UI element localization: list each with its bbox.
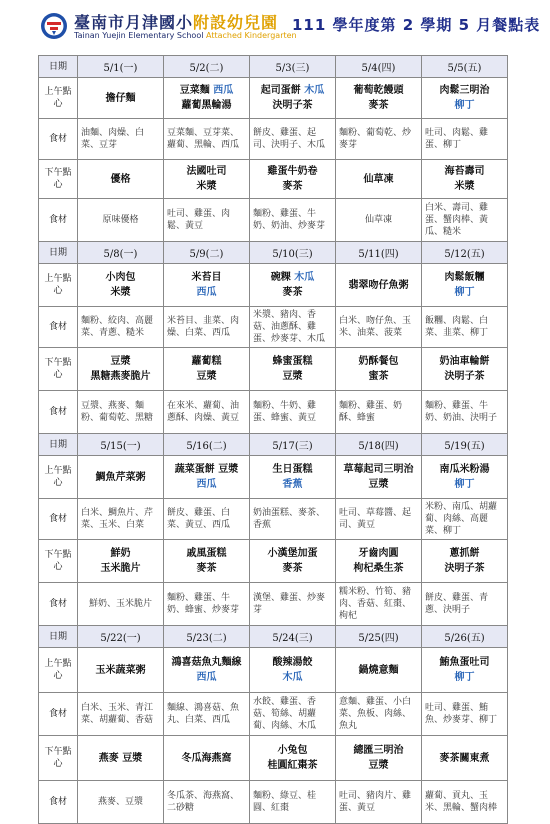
fruit-label: 西瓜: [196, 287, 217, 298]
pm-snack-row: [39, 540, 508, 583]
ingredients-cell: 麵粉、綠豆、桂圓、紅棗: [250, 781, 336, 824]
pm-snack-cell: [422, 160, 508, 199]
ingredients-cell: 油麵、肉燥、白菜、豆芽: [78, 119, 164, 160]
am-snack-cell: [422, 78, 508, 119]
meal-item-text: 翡翠吻仔魚粥: [348, 279, 409, 291]
fruit-line: [167, 670, 246, 685]
meal-item-text: 擔仔麵: [105, 92, 136, 104]
meal-name: [425, 546, 504, 561]
date-cell: 5/12(五): [422, 242, 508, 264]
ingredients-cell: 餅皮、雞蛋、起司、決明子、木瓜: [250, 119, 336, 160]
meal-name: [253, 164, 332, 179]
ingredients-cell: 餅皮、雞蛋、白菜、黃豆、西瓜: [164, 499, 250, 540]
ingredients-cell: 意麵、雞蛋、小白菜、魚板、肉絲、魚丸: [336, 693, 422, 736]
meal-name: [167, 561, 246, 576]
am-snack-cell: [250, 78, 336, 119]
meal-name: [425, 751, 504, 766]
am-snack-cell: [78, 264, 164, 307]
date-cell: 5/9(二): [164, 242, 250, 264]
meal-name: [339, 743, 418, 758]
meal-name: [167, 179, 246, 194]
meal-name: [253, 179, 332, 194]
date-cell: 5/25(四): [336, 626, 422, 648]
meal-item-text: 肉鬆三明治: [439, 85, 490, 96]
meal-item-text: 戚風蛋糕: [186, 548, 227, 559]
meal-item-text: 決明子茶: [444, 563, 485, 574]
fruit-label: 柳丁: [454, 100, 475, 111]
meal-name: [253, 285, 332, 300]
row-label-pm_snack: 下午點心: [39, 736, 78, 781]
am-snack-row: [39, 264, 508, 307]
meal-item-text: 蔬菜蛋餅 豆漿: [174, 464, 239, 475]
meal-name: [425, 179, 504, 194]
date-cell: 5/22(一): [78, 626, 164, 648]
pm-snack-cell: [336, 348, 422, 391]
fruit-label: 西瓜: [196, 479, 217, 490]
row-label-date: 日期: [39, 434, 78, 456]
ingredients-cell: 白米、吻仔魚、玉米、油菜、菠菜: [336, 307, 422, 348]
fruit-label: 柳丁: [454, 287, 475, 298]
meal-name: [339, 462, 418, 477]
meal-name: [339, 758, 418, 773]
am-ingredients-row: [39, 307, 508, 348]
meal-item-text: 奶酥餐包: [358, 356, 399, 367]
fruit-line: [253, 477, 332, 492]
meal-name: [253, 561, 332, 576]
row-label-ingredients: 食材: [39, 583, 78, 626]
am-snack-cell: [336, 648, 422, 693]
ingredients-cell: 豆菜麵、豆芽菜、蘿蔔、黑輪、西瓜: [164, 119, 250, 160]
am-snack-cell: [164, 78, 250, 119]
ingredients-cell: 吐司、雞蛋、鮪魚、炒麥芽、柳丁: [422, 693, 508, 736]
row-label-am_snack: 上午點心: [39, 456, 78, 499]
meal-item-text: 鮪魚蛋吐司: [439, 657, 490, 668]
pm-snack-cell: [78, 160, 164, 199]
meal-item-text: 鯛魚芹菜粥: [95, 471, 146, 483]
meal-name: [425, 354, 504, 369]
row-label-pm_snack: 下午點心: [39, 540, 78, 583]
fruit-label: 西瓜: [196, 672, 217, 683]
ingredients-cell: 吐司、草莓醬、起司、黃豆: [336, 499, 422, 540]
ingredients-cell: 在來米、蘿蔔、油蔥酥、肉燥、黃豆: [164, 391, 250, 434]
fruit-label: 柳丁: [454, 672, 475, 683]
date-row: [39, 56, 508, 78]
ingredients-cell: 冬瓜茶、海燕窩、二砂糖: [164, 781, 250, 824]
fruit-label: 西瓜: [213, 85, 234, 96]
row-label-date: 日期: [39, 56, 78, 78]
meal-item-text: 蜜茶: [368, 371, 389, 382]
meal-schedule-table: [38, 55, 508, 824]
meal-item-text: 優格: [110, 173, 131, 185]
pm-snack-cell: [250, 348, 336, 391]
date-row: [39, 434, 508, 456]
meal-item-text: 草莓起司三明治: [343, 464, 414, 475]
fruit-line: [253, 670, 332, 685]
meal-name: [81, 270, 160, 285]
fruit-line: [425, 477, 504, 492]
meal-name: [339, 369, 418, 384]
ingredients-cell: 白米、鯛魚片、芹菜、玉米、白菜: [78, 499, 164, 540]
fruit-label: 柳丁: [454, 479, 475, 490]
pm-snack-cell: [422, 540, 508, 583]
meal-item-text: 牙齒肉圓: [358, 548, 399, 559]
ingredients-cell: 麵粉、雞蛋、牛奶、奶油、決明子: [422, 391, 508, 434]
meal-item-text: 起司蛋餅: [260, 85, 301, 96]
meal-name: [425, 369, 504, 384]
am-snack-cell: [422, 648, 508, 693]
meal-item-text: 豆漿: [368, 760, 389, 771]
date-cell: 5/8(一): [78, 242, 164, 264]
meal-name: [253, 758, 332, 773]
meal-item-text: 鍋燒意麵: [358, 664, 399, 676]
page-header: [0, 0, 550, 46]
meal-item-text: 小兔包: [277, 745, 308, 756]
meal-name: [81, 285, 160, 300]
meal-name: [253, 98, 332, 113]
meal-name: [253, 546, 332, 561]
row-label-ingredients: 食材: [39, 199, 78, 242]
meal-item-text: 小漢堡加蛋: [267, 548, 318, 559]
ingredients-cell: 白米、壽司、雞蛋、蟹肉棒、黃瓜、糙米: [422, 199, 508, 242]
date-cell: 5/19(五): [422, 434, 508, 456]
meal-item-text: 麥茶: [282, 563, 303, 574]
meal-item-text: 麥茶: [368, 100, 389, 111]
ingredients-cell: 糯米粉、竹筍、豬肉、香菇、紅棗、枸杞: [336, 583, 422, 626]
meal-name: [253, 655, 332, 670]
pm-snack-cell: [422, 736, 508, 781]
ingredients-cell: 麵粉、葡萄乾、炒麥芽: [336, 119, 422, 160]
am-snack-cell: [250, 264, 336, 307]
row-label-date: 日期: [39, 242, 78, 264]
am-snack-cell: [250, 456, 336, 499]
date-cell: 5/24(三): [250, 626, 336, 648]
ingredients-cell: 漢堡、雞蛋、炒麥芽: [250, 583, 336, 626]
meal-name: [167, 98, 246, 113]
am-snack-row: [39, 78, 508, 119]
meal-name: [339, 354, 418, 369]
date-row: [39, 242, 508, 264]
ingredients-cell: 麵粉、雞蛋、牛奶、蜂蜜、炒麥芽: [164, 583, 250, 626]
meal-item-text: 豆漿: [110, 356, 131, 367]
fruit-label: 香蕉: [282, 479, 303, 490]
pm-ingredients-row: [39, 781, 508, 824]
meal-name: [167, 354, 246, 369]
fruit-line: [167, 477, 246, 492]
am-ingredients-row: [39, 499, 508, 540]
pm-snack-cell: [422, 348, 508, 391]
pm-snack-cell: [336, 736, 422, 781]
meal-item-text: 豆漿: [368, 479, 389, 490]
pm-snack-row: [39, 160, 508, 199]
ingredients-cell: 仙草凍: [336, 199, 422, 242]
meal-item-text: 仙草凍: [363, 173, 394, 185]
ingredients-cell: 麵粉、絞肉、高麗菜、青蔥、糙米: [78, 307, 164, 348]
ingredients-cell: 麵粉、雞蛋、牛奶、奶油、炒麥芽: [250, 199, 336, 242]
row-label-ingredients: 食材: [39, 307, 78, 348]
pm-snack-cell: [164, 736, 250, 781]
meal-name: [425, 164, 504, 179]
meal-item-text: 肉鬆飯糰: [444, 272, 485, 283]
meal-name: [81, 172, 160, 187]
ingredients-cell: 米漿、豬肉、香菇、油蔥酥、雞蛋、炒麥芽、木瓜: [250, 307, 336, 348]
am-snack-cell: [164, 648, 250, 693]
meal-name: [81, 751, 160, 766]
pm-snack-cell: [250, 736, 336, 781]
ingredients-cell: 吐司、雞蛋、肉鬆、黃豆: [164, 199, 250, 242]
am-snack-cell: [422, 264, 508, 307]
am-snack-row: [39, 456, 508, 499]
date-cell: 5/1(一): [78, 56, 164, 78]
date-cell: 5/16(二): [164, 434, 250, 456]
meal-name: [339, 663, 418, 678]
meal-item-text: 桂圓紅棗茶: [267, 760, 318, 771]
meal-item-text: 南瓜米粉湯: [439, 464, 490, 475]
meal-item-text: 葡萄乾饅頭: [353, 85, 404, 96]
school-name-english: Tainan Yuejin Elementary School Attached Kindergarten: [74, 31, 297, 40]
meal-name: [167, 751, 246, 766]
ingredients-cell: 餅皮、雞蛋、青蔥、決明子: [422, 583, 508, 626]
meal-name: [81, 663, 160, 678]
ingredients-cell: 吐司、豬肉片、雞蛋、黃豆: [336, 781, 422, 824]
ingredients-cell: 飯糰、肉鬆、白菜、韭菜、柳丁: [422, 307, 508, 348]
date-cell: 5/10(三): [250, 242, 336, 264]
meal-item-text: 小肉包: [105, 272, 136, 283]
meal-item-text: 總匯三明治: [353, 745, 404, 756]
am-snack-cell: [250, 648, 336, 693]
pm-snack-cell: [336, 540, 422, 583]
meal-name: [167, 164, 246, 179]
ingredients-cell: 豆漿、燕麥、麵粉、葡萄乾、黑糖: [78, 391, 164, 434]
pm-snack-cell: [250, 540, 336, 583]
fruit-line: [167, 285, 246, 300]
meal-item-text: 冬瓜海燕窩: [181, 752, 232, 764]
ingredients-cell: 米苔目、韭菜、肉燥、白菜、西瓜: [164, 307, 250, 348]
date-cell: 5/26(五): [422, 626, 508, 648]
meal-name: [167, 462, 246, 477]
meal-name: [81, 354, 160, 369]
meal-item-text: 鮮奶: [110, 548, 131, 559]
date-cell: 5/15(一): [78, 434, 164, 456]
ingredients-cell: 奶油蛋糕、麥茶、香蕉: [250, 499, 336, 540]
meal-item-text: 鴻喜菇魚丸麵線: [171, 657, 242, 668]
row-label-am_snack: 上午點心: [39, 648, 78, 693]
date-cell: 5/18(四): [336, 434, 422, 456]
meal-item-text: 玉米蔬菜粥: [95, 664, 146, 676]
fruit-line: [425, 670, 504, 685]
meal-name: [425, 83, 504, 98]
ingredients-cell: 鮮奶、玉米脆片: [78, 583, 164, 626]
ingredients-cell: 蘿蔔、貢丸、玉米、黑輪、蟹肉棒: [422, 781, 508, 824]
meal-item-text: 米漿: [110, 287, 131, 298]
meal-item-text: 米漿: [454, 181, 475, 192]
meal-item-text: 豆漿: [282, 371, 303, 382]
meal-item-text: 碗粿: [270, 272, 291, 283]
am-ingredients-row: [39, 119, 508, 160]
am-snack-cell: [78, 78, 164, 119]
date-cell: 5/11(四): [336, 242, 422, 264]
meal-name: [425, 462, 504, 477]
meal-name: [253, 354, 332, 369]
meal-item-text: 麥茶關東煮: [439, 752, 490, 764]
meal-name: [339, 278, 418, 293]
meal-name: [339, 477, 418, 492]
am-ingredients-row: [39, 693, 508, 736]
meal-item-text: 決明子茶: [444, 371, 485, 382]
date-cell: 5/17(三): [250, 434, 336, 456]
meal-item-text: 米苔目: [191, 272, 222, 283]
meal-name: [253, 462, 332, 477]
meal-item-text: 雞蛋牛奶卷: [267, 166, 318, 177]
meal-name: [167, 655, 246, 670]
row-label-ingredients: 食材: [39, 391, 78, 434]
meal-name: [425, 561, 504, 576]
meal-item-text: 蜂蜜蛋糕: [272, 356, 313, 367]
fruit-label: 木瓜: [294, 272, 315, 283]
school-logo-icon: [40, 12, 68, 40]
pm-snack-cell: [78, 348, 164, 391]
meal-name: [81, 546, 160, 561]
meal-name: [81, 470, 160, 485]
meal-item-text: 奶油車輪餅: [439, 356, 490, 367]
meal-item-text: 法國吐司: [186, 166, 227, 177]
meal-name: [339, 546, 418, 561]
row-label-am_snack: 上午點心: [39, 78, 78, 119]
meal-item-text: 豆菜麵: [179, 85, 210, 96]
meal-name: [339, 98, 418, 113]
am-snack-cell: [78, 648, 164, 693]
row-label-ingredients: 食材: [39, 499, 78, 540]
meal-name: [167, 83, 246, 98]
fruit-label: 木瓜: [282, 672, 303, 683]
meal-name: [253, 369, 332, 384]
meal-name: [81, 91, 160, 106]
am-snack-cell: [422, 456, 508, 499]
pm-snack-cell: [164, 540, 250, 583]
meal-name: [81, 369, 160, 384]
row-label-ingredients: 食材: [39, 119, 78, 160]
ingredients-cell: 水餃、雞蛋、香菇、筍絲、胡蘿蔔、肉絲、木瓜: [250, 693, 336, 736]
pm-snack-cell: [78, 736, 164, 781]
pm-snack-cell: [164, 348, 250, 391]
meal-item-text: 蘿蔔糕: [191, 356, 222, 367]
fruit-line: [425, 98, 504, 113]
meal-name: [253, 270, 332, 285]
row-label-ingredients: 食材: [39, 781, 78, 824]
meal-name: [81, 561, 160, 576]
document-title: 111 學年度第 2 學期 5 月餐點表: [292, 16, 541, 34]
meal-item-text: 蘿蔔黑輪湯: [181, 100, 232, 111]
date-cell: 5/3(三): [250, 56, 336, 78]
pm-snack-cell: [78, 540, 164, 583]
meal-name: [253, 83, 332, 98]
meal-item-text: 米漿: [196, 181, 217, 192]
meal-name: [339, 561, 418, 576]
am-snack-row: [39, 648, 508, 693]
meal-item-text: 黑糖燕麥脆片: [90, 371, 151, 382]
meal-item-text: 燕麥 豆漿: [98, 752, 143, 764]
am-snack-cell: [164, 264, 250, 307]
ingredients-cell: 白米、玉米、青江菜、胡蘿蔔、香菇: [78, 693, 164, 736]
fruit-label: 木瓜: [304, 85, 325, 96]
meal-name: [167, 546, 246, 561]
pm-snack-row: [39, 348, 508, 391]
date-cell: 5/5(五): [422, 56, 508, 78]
school-name: 臺南市月津國小附設幼兒園: [74, 13, 279, 32]
meal-item-text: 酸辣湯餃: [272, 657, 313, 668]
date-cell: 5/4(四): [336, 56, 422, 78]
row-label-date: 日期: [39, 626, 78, 648]
meal-name: [167, 270, 246, 285]
pm-snack-row: [39, 736, 508, 781]
meal-item-text: 麥茶: [282, 181, 303, 192]
meal-item-text: 海苔壽司: [444, 166, 485, 177]
meal-name: [425, 270, 504, 285]
ingredients-cell: 米粉、南瓜、胡蘿蔔、肉絲、高麗菜、柳丁: [422, 499, 508, 540]
row-label-ingredients: 食材: [39, 693, 78, 736]
meal-item-text: 生日蛋糕: [272, 464, 313, 475]
pm-snack-cell: [336, 160, 422, 199]
pm-ingredients-row: [39, 391, 508, 434]
meal-item-text: 麥茶: [196, 563, 217, 574]
ingredients-cell: 吐司、肉鬆、雞蛋、柳丁: [422, 119, 508, 160]
pm-snack-cell: [250, 160, 336, 199]
pm-snack-cell: [164, 160, 250, 199]
ingredients-cell: 燕麥、豆漿: [78, 781, 164, 824]
am-snack-cell: [78, 456, 164, 499]
date-row: [39, 626, 508, 648]
meal-name: [425, 655, 504, 670]
meal-name: [339, 83, 418, 98]
am-snack-cell: [336, 78, 422, 119]
meal-name: [167, 369, 246, 384]
row-label-am_snack: 上午點心: [39, 264, 78, 307]
meal-item-text: 枸杞桑生茶: [353, 563, 404, 574]
row-label-pm_snack: 下午點心: [39, 160, 78, 199]
meal-item-text: 蔥抓餅: [449, 548, 480, 559]
meal-item-text: 豆漿: [196, 371, 217, 382]
am-snack-cell: [336, 456, 422, 499]
meal-item-text: 麥茶: [282, 287, 303, 298]
meal-item-text: 玉米脆片: [100, 563, 141, 574]
meal-name: [339, 172, 418, 187]
date-cell: 5/2(二): [164, 56, 250, 78]
ingredients-cell: 麵粉、牛奶、雞蛋、蜂蜜、黃豆: [250, 391, 336, 434]
ingredients-cell: 麵粉、雞蛋、奶酥、蜂蜜: [336, 391, 422, 434]
am-snack-cell: [164, 456, 250, 499]
am-snack-cell: [336, 264, 422, 307]
date-cell: 5/23(二): [164, 626, 250, 648]
meal-item-text: 決明子茶: [272, 100, 313, 111]
meal-name: [253, 743, 332, 758]
fruit-line: [425, 285, 504, 300]
ingredients-cell: 原味優格: [78, 199, 164, 242]
row-label-pm_snack: 下午點心: [39, 348, 78, 391]
pm-ingredients-row: [39, 199, 508, 242]
pm-ingredients-row: [39, 583, 508, 626]
ingredients-cell: 麵線、鴻喜菇、魚丸、白菜、西瓜: [164, 693, 250, 736]
